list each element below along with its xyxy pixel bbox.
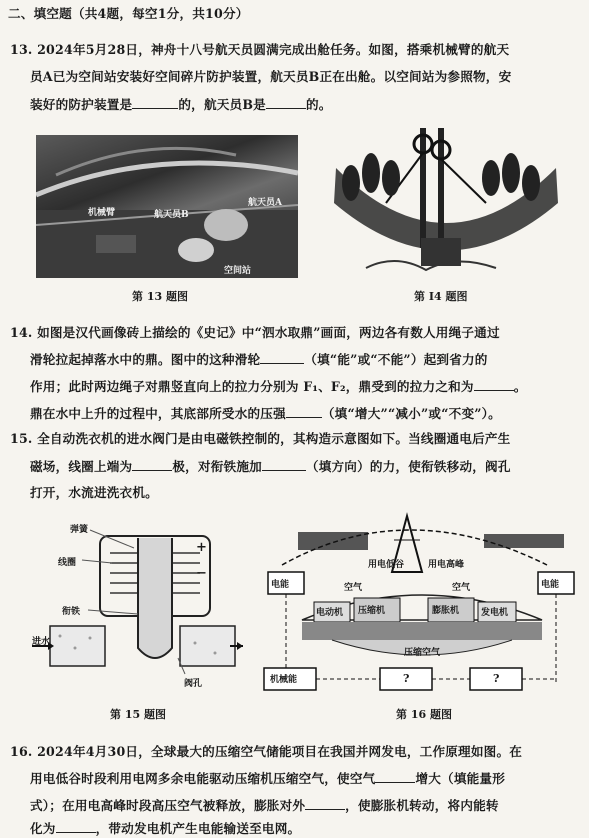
fig13-label-b: 航天员B: [154, 210, 189, 220]
fig16-drawing: [262, 510, 580, 700]
q13-blank-2[interactable]: [266, 96, 306, 109]
q13-line3: [30, 96, 332, 113]
fig14-caption: 第 I4 题图: [414, 290, 468, 303]
fig15-label-hole: 阀孔: [184, 679, 203, 689]
fig16-box-q2: ?: [493, 672, 500, 685]
q15-line2: [30, 458, 511, 475]
q16-blank-1[interactable]: [375, 770, 415, 783]
q16-text-d: ，使膨胀机转动，将内能转: [345, 798, 499, 813]
q13-line1: 13. 2024年5月28日，神舟十八号航天员圆满完成出舱任务。如图，搭乘机械臂的航天: [10, 42, 510, 57]
q16-line1: 16. 2024年4月30日，全球最大的压缩空气储能项目在我国并网发电，工作原理如图。在: [10, 744, 523, 759]
fig16-label-generator: 发电机: [481, 608, 509, 618]
fig15-label-armature: 衔铁: [62, 607, 81, 617]
fig16-label-mech: 机械能: [270, 675, 298, 685]
q16-text-e: 化为: [30, 821, 56, 836]
q14-text-f: （填“增大”“减小”或“不变”）。: [321, 406, 501, 421]
fig16-label-energy-right: 电能: [541, 580, 560, 590]
q14-line4: [30, 405, 501, 422]
q16-blank-3[interactable]: [56, 820, 96, 833]
fig13-label-a: 航天员A: [248, 198, 282, 208]
fig15-label-coil: 线圈: [58, 558, 77, 568]
section-title: 二、填空题（共4题，每空1分，共10分）: [8, 6, 249, 21]
q16-text-c: 式）；在用电高峰时段高压空气被释放，膨胀对外: [30, 798, 306, 813]
fig13-label-arm: 机械臂: [88, 208, 116, 218]
fig13-label-station: 空间站: [224, 266, 252, 276]
q16-blank-2[interactable]: [305, 797, 345, 810]
fig16-label-energy-left: 电能: [271, 580, 290, 590]
q16-line2: [30, 770, 505, 787]
fig15-caption: 第 15 题图: [110, 708, 166, 721]
q16-text-b: 增大（填能量形: [415, 771, 505, 786]
q15-text-b: 极，对衔铁施加: [172, 459, 262, 474]
fig16-label-compressor: 压缩机: [358, 606, 386, 616]
q14-line3: [30, 378, 527, 395]
fig16-label-motor: 电动机: [316, 608, 344, 618]
q13-text-b: 的，航天员B是: [178, 97, 266, 112]
q14-text-a: 滑轮拉起掉落水中的鼎。图中的这种滑轮: [30, 352, 261, 367]
q14-blank-3[interactable]: [286, 405, 322, 418]
fig15-label-plus: +: [196, 540, 207, 555]
fig16-label-low: 用电低谷: [368, 560, 405, 570]
fig16-label-air-right: 空气: [452, 583, 471, 593]
fig16-label-air-left: 空气: [344, 583, 363, 593]
fig16-box-q1: ?: [403, 672, 410, 685]
fig16-label-high: 用电高峰: [428, 560, 465, 570]
q14-line1: 14. 如图是汉代画像砖上描绘的《史记》中“泗水取鼎”画面，两边各有数人用绳子通过: [10, 325, 500, 340]
fig16-label-expander: 膨胀机: [432, 606, 460, 616]
q14-blank-1[interactable]: [260, 351, 304, 364]
q14-text-e: 鼎在水中上升的过程中，其底部所受水的压强: [30, 406, 286, 421]
q14-text-c: 作用；此时两边绳子对鼎竖直向上的拉力分别为 F₁、F₂，鼎受到的拉力之和为: [30, 379, 474, 394]
q13-text-c: 的。: [305, 97, 332, 112]
q15-text-a: 磁场，线圈上端为: [30, 459, 133, 474]
fig14-drawing: [326, 128, 566, 280]
fig15-label-minus: −: [196, 566, 207, 581]
fig13-photo: [36, 135, 298, 278]
q14-line2: [30, 351, 488, 368]
q13-line2: 员A已为空间站安装好空间碎片防护装置，航天员B正在出舱。以空间站为参照物，安: [30, 69, 512, 84]
fig15-label-spring: 弹簧: [70, 525, 89, 535]
fig16-caption: 第 16 题图: [396, 708, 452, 721]
q13-text-a: 装好的防护装置是: [30, 97, 133, 112]
q15-line1: 15. 全自动洗衣机的进水阀门是由电磁铁控制的，其构造示意图如下。当线圈通电后产生: [10, 431, 511, 446]
q13-blank-1[interactable]: [132, 96, 178, 109]
q16-text-a: 用电低谷时段利用电网多余电能驱动压缩机压缩空气，使空气: [30, 771, 376, 786]
q14-text-b: （填“能”或“不能”）起到省力的: [304, 352, 488, 367]
q16-line4: [30, 820, 300, 837]
q15-blank-1[interactable]: [132, 458, 172, 471]
q14-blank-2[interactable]: [474, 378, 514, 391]
fig16-label-cave: 压缩空气: [404, 648, 441, 658]
q15-line3: 打开，水流进洗衣机。: [30, 485, 158, 500]
q15-blank-2[interactable]: [262, 458, 306, 471]
fig15-label-inlet: 进水: [32, 637, 51, 647]
q15-text-c: （填方向）的力，使衔铁移动，阀孔: [305, 459, 511, 474]
q16-line3: [30, 797, 499, 814]
q14-text-d: 。: [513, 379, 527, 394]
fig13-caption: 第 13 题图: [132, 290, 188, 303]
q16-text-f: ，带动发电机产生电能输送至电网。: [95, 821, 301, 836]
